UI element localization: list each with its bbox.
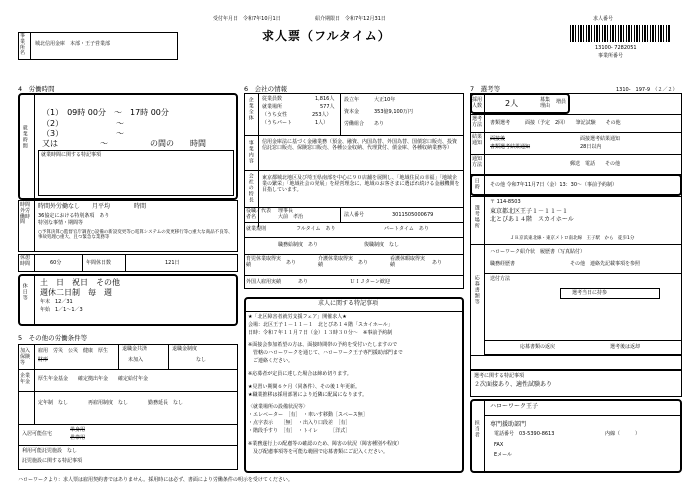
- receipt-date: 受付年月日 令和7年10月1日: [213, 16, 281, 22]
- overtime-text: 時間外労働なし 月平均 時間: [38, 203, 147, 210]
- job-notes-title: 求人に関する特記事項: [318, 300, 379, 307]
- footer-note: ハローワークより：求人票は雇用契約書ではありません。採用時には必ず、書面により労働条件の明示を受けてください。: [18, 477, 293, 483]
- housing-family: 世帯用: [70, 435, 86, 441]
- working-hours-label: 就業時間: [21, 125, 28, 149]
- method-label: 選考方法: [472, 116, 483, 128]
- result-after-interview: 面接後: [490, 136, 506, 142]
- union-label: 労働組合: [344, 121, 365, 127]
- section-7-title: 7 選考等: [470, 85, 501, 93]
- page-title: 求人票（フルタイム）: [262, 29, 391, 43]
- job-note-line: ご連絡ください。: [248, 358, 294, 364]
- place-station: ＪＲ京浜東北線・東京メトロ南北線 王子駅 から 徒歩1分: [510, 236, 635, 241]
- hire-count-label: 採用人数: [472, 97, 483, 109]
- office-number-label: 事業所番号: [598, 53, 624, 59]
- overtime-special: 特別な事情・期間等: [38, 220, 84, 226]
- job-note-line: 会場：北区王子１－１１－１ 北とぴあ１４階「スカイホール」: [248, 322, 393, 328]
- place-address: 東京都北区王子１－１１－１: [490, 208, 569, 215]
- send-label: 送付方法: [490, 276, 511, 282]
- job-note-line: ※業務遂行上の配慮等の確認のため、障害の状況（障害種別や程度）: [248, 441, 402, 447]
- holidays-1: 土 日 祝日 その他: [40, 278, 120, 287]
- job-note-line: 〈就業場所の設備状況等〉: [248, 404, 309, 410]
- business-text: 信用金庫法に基づく金融業務（預金、融資、内国為替、外国為替、国債窓口販売、投資信託窓口販売、保険窓口販売、各種公金収納、代理貸付、債金庫、各種収納業務等）: [262, 139, 458, 151]
- notice-value: 郵送 電話 その他: [570, 161, 621, 167]
- result-notice: 面接選考結果通知: [580, 136, 621, 142]
- foreign-label: 外国人雇用実績: [246, 279, 282, 285]
- documents-3: その他 連絡先記載事項を参照: [570, 261, 641, 267]
- hire-reason: 増員: [556, 99, 567, 105]
- job-note-line: ★見習い期間６ケ月（同条件）、その後１年更新。: [248, 384, 360, 390]
- job-note-line: 管轄のハローワークを通じて、ハローワーク王子専門援助部門まで: [248, 350, 403, 356]
- place-label: 選考場所: [473, 205, 480, 229]
- insurance-label: 加入保険等: [20, 348, 31, 366]
- send-value: 選考当日に持参: [572, 290, 608, 296]
- date-value: その他 令和7年11月7日（金）13：30～（事前予約制）: [490, 182, 618, 188]
- retire-system-label: 退職金制度: [172, 346, 198, 352]
- holidays-4: 年始 1／1～1／3: [40, 307, 83, 313]
- contact-department: 専門援助部門: [490, 421, 527, 428]
- result-days: 28日以内: [580, 144, 602, 150]
- insurance-value: 雇用 労災 公災 健康 厚生: [38, 348, 109, 354]
- female-label: （うち女性: [262, 112, 288, 118]
- selection-special-label: 選考に関する特記事項: [474, 373, 525, 379]
- representative-title: 理事長: [278, 208, 294, 214]
- union-value: あり: [374, 121, 385, 127]
- documents-1: ハローワーク紹介状 履歴書（写真貼付）: [490, 249, 586, 255]
- foreign-value: あり: [298, 279, 309, 285]
- female-value: 253人）: [312, 112, 332, 118]
- rules-label: 就業規則: [246, 226, 267, 232]
- holidays-3: 年末 12／31: [40, 299, 73, 305]
- contact-label: 担当者: [473, 420, 480, 438]
- documents-2: 職務経歴書: [490, 261, 516, 267]
- pension-label: 企業年金: [20, 373, 31, 385]
- rest-value: 60分: [50, 260, 62, 266]
- section-5-title: 5 その他の労働条件等: [18, 334, 88, 342]
- pension-value: 厚生年金基金 確定拠出年金 確定給付年金: [38, 376, 149, 382]
- rules-fulltime: フルタイム あり: [296, 226, 336, 232]
- nursing-leave-label: 介護休業取得実績: [318, 256, 354, 268]
- employees-value: 1,816人: [315, 96, 335, 102]
- job-note-line: ※面接会参加希望の方は、面接時間帯の予約を受付いたしますので: [248, 342, 398, 348]
- savings-value: 財形: [38, 357, 49, 363]
- documents-label: 応募書類等: [473, 275, 480, 305]
- job-note-line: 及び配慮事項等を可能な範囲で応募書類にご記入ください。: [248, 449, 389, 455]
- between-label: の間の 時間: [150, 139, 206, 148]
- childcare-leave-label: 育児休業取得実績: [246, 256, 282, 268]
- housing-label: 入居可能住宅: [22, 431, 53, 437]
- notice-label: 通知方法: [472, 156, 483, 168]
- contact-email: Eメール: [494, 452, 513, 458]
- job-number-label: 求人番号: [593, 16, 614, 22]
- representative-label: 役職／代表者名: [246, 208, 272, 220]
- childcare-leave: あり: [286, 260, 297, 266]
- promotion-system: 職務給制度 あり: [278, 242, 319, 248]
- job-number: 13100- 7282051: [595, 45, 637, 51]
- tilde-3: ～: [116, 129, 124, 138]
- place-building: 北とぴあ１４階 スカイホール: [490, 216, 574, 223]
- office-name: 城北信用金庫 本部・王子営業部: [35, 41, 111, 47]
- corporate-number: 3011505000679: [392, 212, 434, 218]
- job-note-line: ・点字表示 ［無］ ・出入り口段差 ［有］: [248, 420, 351, 426]
- annual-holidays-value: 121日: [165, 260, 180, 266]
- barcode: [570, 25, 670, 42]
- method-value: 書類選考 面接（予定 2回） 筆記試験 その他: [490, 120, 621, 126]
- date-label: 日時: [473, 178, 480, 190]
- hire-count: 2人: [505, 99, 519, 108]
- job-note-line: ★職業推移は採用部署により近隣に配属になります。: [248, 392, 368, 398]
- workplace-value: 577人: [320, 104, 335, 110]
- childcare: 利用可能託児施設 なし: [22, 448, 78, 454]
- page-number: 1310- 197-9 （２／２）: [616, 87, 678, 93]
- annual-holidays-label: 年間休日数: [86, 260, 112, 266]
- overtime-label: 時間外労働時間: [20, 202, 31, 226]
- features-text: 東京都城北地区及び埼玉県南部を中心に９０店舗を展開し、「地域住民の幸福」「地域企業の繁栄」「地域社会の発展」を経営理念に、地域のお客さまに選ばれ続ける金融機関を目指しています。: [262, 175, 460, 193]
- holidays-label: 休日等: [21, 283, 28, 301]
- hire-count-box: [470, 93, 570, 114]
- rest-label: 休憩時間: [20, 255, 31, 267]
- office-label: 事業所名: [20, 33, 26, 57]
- nursing-leave: あり: [358, 260, 369, 266]
- hours-1: （1） 09時 00分 ～ 17時 00分: [42, 108, 169, 117]
- hours-2: （2）: [42, 119, 64, 128]
- place-zip: 〒 114-8503: [490, 199, 521, 205]
- workplace-label: 就業場所: [262, 104, 283, 110]
- expiry-date: 紹介期限日 令和7年12月31日: [315, 16, 386, 22]
- part-label: （うちパート: [262, 120, 293, 126]
- retire-fund-label: 退職金共済: [122, 346, 148, 352]
- hours-3: （3）: [42, 129, 64, 138]
- company-scale-label: 企業全体: [247, 97, 254, 121]
- contact-extension: 内線（ ）: [605, 431, 641, 437]
- uij-turn: ＵＩＪターン歓迎: [350, 279, 390, 285]
- holidays-2: 週休二日制 毎 週: [40, 288, 112, 297]
- selection-box: [470, 93, 682, 370]
- tilde-2: ～: [116, 119, 124, 128]
- hire-reason-label: 募集理由: [540, 97, 551, 109]
- childcare-special: 託児施設に関する特記事項: [22, 458, 83, 464]
- hours-special-label: 就業時間に関する特記事項: [41, 152, 102, 158]
- sick-leave: あり: [432, 260, 443, 266]
- retire-system-value: なし: [196, 357, 207, 363]
- hellowork-office: ハローワーク王子: [490, 403, 539, 410]
- job-note-line: 日時：令和７年１１月７日（金）１３時３０分～ ※事前予約制: [248, 330, 393, 336]
- representative-name: 大前 孝治: [278, 214, 304, 220]
- overtime-note: ○予算決算○監督官庁調査○設備の新設変更等○電算システムの変更移行等○重大な商品不良等、事故処理○重大、且つ緊急な業務等: [38, 230, 233, 241]
- employees-label: 従業員数: [262, 96, 283, 102]
- business-label: 事業内容: [247, 140, 254, 164]
- return-label: 応募書類の返戻: [520, 344, 556, 350]
- retirement-age: 定年制 なし 再雇用制度 なし 勤務延長 なし: [38, 400, 184, 406]
- or-tilde: ～: [100, 139, 108, 148]
- retire-fund-value: 未加入: [128, 357, 144, 363]
- sick-leave-label: 看護休暇取得実績: [390, 256, 426, 268]
- result-doc-screening: 書類選考結果通知: [490, 144, 531, 150]
- reemployment-system: 復職制度 なし: [364, 242, 400, 248]
- job-note-line: ※応募者が定員に達した場合は締め切ります。: [248, 371, 352, 377]
- or-label: 又は: [42, 139, 58, 148]
- job-note-line: ・エレベーター ［有］ ・車いす移動［スペース無］: [248, 412, 368, 418]
- section-6-title: 6 会社の情報: [244, 85, 288, 93]
- founded-label: 設立年: [344, 97, 360, 103]
- corporate-number-label: 法人番号: [344, 212, 365, 218]
- job-note-line: ・階段手すり ［有］ ・トイレ ［洋式］: [248, 428, 351, 434]
- selection-special-value: ２次面接あり、適性試験あり: [474, 381, 553, 388]
- job-note-line: ★「北区障害者就労支援フェア」開催求人★: [248, 314, 347, 320]
- housing-single: 単身用: [70, 427, 86, 433]
- return-value: 選考後は返却: [610, 344, 641, 350]
- result-label: 結果通知: [472, 134, 483, 146]
- part-value: 1人）: [315, 120, 329, 126]
- capital-value: 353億9,100万円: [374, 109, 413, 115]
- capital-label: 資本金: [344, 109, 360, 115]
- contact-phone: 電話番号 03-5390-8613: [494, 431, 555, 437]
- rules-parttime: パートタイム あり: [384, 226, 429, 232]
- founded-value: 大正10年: [374, 97, 396, 103]
- section-4-title: 4 労働時間: [18, 85, 55, 93]
- features-label: 会社の特長: [247, 173, 254, 203]
- overtime-36: 36協定における特別条項 あり: [38, 213, 110, 219]
- return-box: [484, 340, 682, 355]
- contact-fax: FAX: [494, 442, 504, 448]
